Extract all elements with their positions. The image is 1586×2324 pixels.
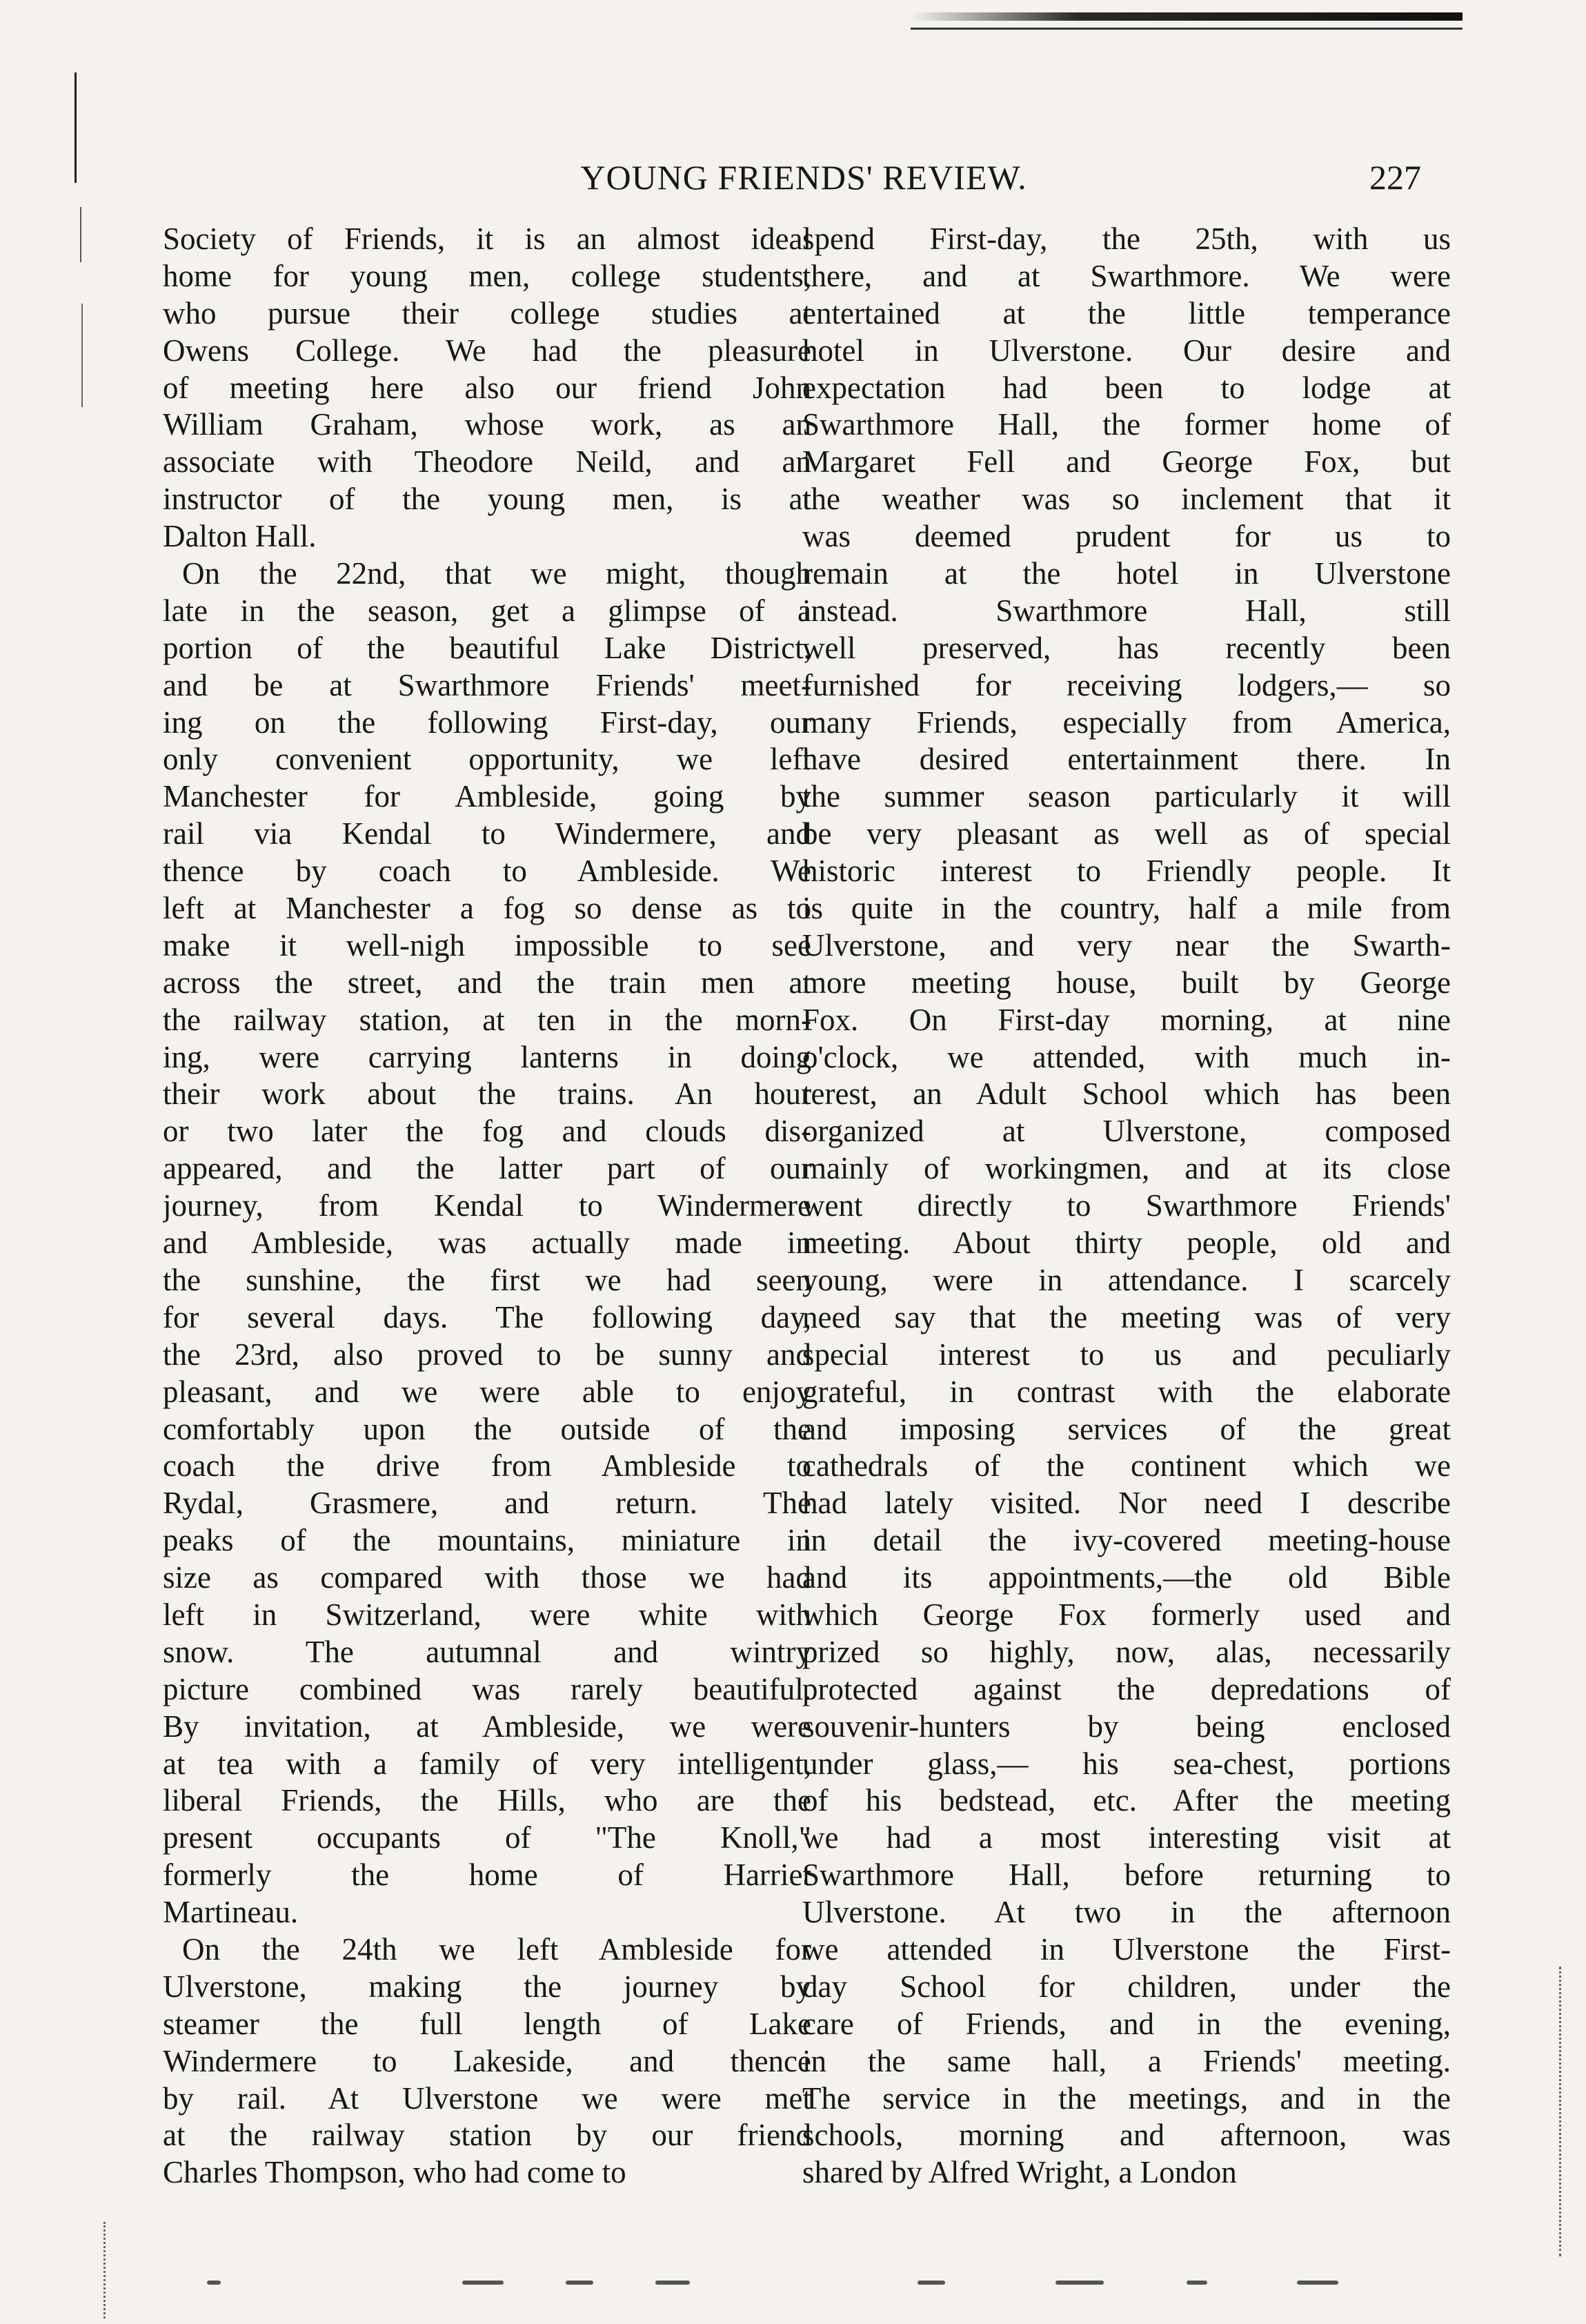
text-line: is quite in the country, half a mile from — [802, 891, 1451, 926]
text-line: present occupants of "The Knoll," — [163, 1820, 811, 1855]
text-column-right — [802, 221, 1451, 2192]
text-line: of meeting here also our friend John — [163, 370, 811, 405]
text-line: which George Fox formerly used and — [802, 1597, 1451, 1632]
text-line: left in Switzerland, were white with — [163, 1597, 811, 1632]
text-line: under glass,— his sea-chest, portions — [802, 1746, 1451, 1781]
text-line: Society of Friends, it is an almost ideal — [163, 221, 811, 256]
text-line: prized so highly, now, alas, necessarily — [802, 1634, 1451, 1669]
page-header — [0, 157, 1586, 213]
text-line: instructor of the young men, is at — [163, 482, 811, 517]
text-line: their work about the trains. An hour — [163, 1076, 811, 1112]
text-line: at the railway station by our friend — [163, 2118, 811, 2153]
text-line: cathedrals of the continent which we — [802, 1448, 1451, 1484]
text-line: in the same hall, a Friends' meeting. — [802, 2043, 1451, 2078]
text-line: portion of the beautiful Lake District, — [163, 630, 811, 665]
text-line: hotel in Ulverstone. Our desire and — [802, 333, 1451, 368]
text-line: young, were in attendance. I scarcely — [802, 1262, 1451, 1297]
text-line: the summer season particularly it will — [802, 779, 1451, 814]
text-line: or two later the fog and clouds dis- — [163, 1114, 811, 1149]
text-line: many Friends, especially from America, — [802, 705, 1451, 740]
text-line: Margaret Fell and George Fox, but — [802, 444, 1451, 480]
text-line: o'clock, we attended, with much in- — [802, 1039, 1451, 1074]
text-line: rail via Kendal to Windermere, and — [163, 816, 811, 851]
text-line: remain at the hotel in Ulverstone — [802, 556, 1451, 591]
text-line: William Graham, whose work, as an — [163, 407, 811, 442]
text-line: Dalton Hall. — [163, 519, 317, 554]
text-line: care of Friends, and in the evening, — [802, 2006, 1451, 2041]
text-line: Charles Thompson, who had come to — [163, 2155, 626, 2190]
binding-margin-mark — [80, 207, 81, 262]
text-line: special interest to us and peculiarly — [802, 1337, 1451, 1372]
text-line: The service in the meetings, and in the — [802, 2080, 1451, 2116]
text-line: By invitation, at Ambleside, we were — [163, 1708, 811, 1744]
text-line: formerly the home of Harriet — [163, 1858, 811, 1893]
footer-smudge — [207, 2281, 1449, 2294]
text-line: the sunshine, the first we had seen — [163, 1262, 811, 1297]
text-line: souvenir-hunters by being enclosed — [802, 1708, 1451, 1744]
text-line: at tea with a family of very intelligent, — [163, 1746, 811, 1781]
text-line: ing on the following First-day, our — [163, 705, 811, 740]
text-line: expectation had been to lodge at — [802, 370, 1451, 405]
text-line: historic interest to Friendly people. It — [802, 854, 1451, 889]
text-line: steamer the full length of Lake — [163, 2006, 811, 2041]
text-line: protected against the depredations of — [802, 1671, 1451, 1706]
scan-speckle-right — [1559, 1967, 1564, 2256]
text-line: more meeting house, built by George — [802, 965, 1451, 1000]
text-line: Martineau. — [163, 1895, 299, 1930]
text-line: Owens College. We had the pleasure — [163, 333, 811, 368]
text-line: terest, an Adult School which has been — [802, 1076, 1451, 1112]
text-line: went directly to Swarthmore Friends' — [802, 1188, 1451, 1223]
text-line: journey, from Kendal to Windermere — [163, 1188, 811, 1223]
text-line: Windermere to Lakeside, and thence — [163, 2043, 811, 2078]
text-line: grateful, in contrast with the elaborate — [802, 1374, 1451, 1409]
text-line: Ulverstone, and very near the Swarth- — [802, 927, 1451, 963]
text-line: who pursue their college studies at — [163, 295, 811, 331]
text-line: for several days. The following day, — [163, 1299, 811, 1335]
text-line: and be at Swarthmore Friends' meet- — [163, 667, 811, 702]
text-line: and imposing services of the great — [802, 1411, 1451, 1446]
page-number: 227 — [1369, 158, 1421, 197]
text-line: make it well-nigh impossible to see — [163, 927, 811, 963]
text-line: thence by coach to Ambleside. We — [163, 854, 811, 889]
text-line: home for young men, college students, — [163, 258, 811, 293]
text-line: coach the drive from Ambleside to — [163, 1448, 811, 1484]
text-line: On the 22nd, that we might, though — [182, 556, 811, 591]
text-line: the weather was so inclement that it — [802, 482, 1451, 517]
text-line: shared by Alfred Wright, a London — [802, 2155, 1237, 2190]
text-line: the 23rd, also proved to be sunny and — [163, 1337, 811, 1372]
text-line: across the street, and the train men at — [163, 965, 811, 1000]
text-line: well preserved, has recently been — [802, 630, 1451, 665]
text-line: snow. The autumnal and wintry — [163, 1634, 811, 1669]
text-line: of his bedstead, etc. After the meeting — [802, 1783, 1451, 1818]
text-line: peaks of the mountains, miniature in — [163, 1523, 811, 1558]
text-line: Rydal, Grasmere, and return. The — [163, 1486, 811, 1521]
text-line: in detail the ivy-covered meeting-house — [802, 1523, 1451, 1558]
text-line: mainly of workingmen, and at its close — [802, 1151, 1451, 1186]
text-line: Manchester for Ambleside, going by — [163, 779, 811, 814]
text-line: Fox. On First-day morning, at nine — [802, 1002, 1451, 1037]
text-line: meeting. About thirty people, old and — [802, 1225, 1451, 1261]
text-line: schools, morning and afternoon, was — [802, 2118, 1451, 2153]
text-line: On the 24th we left Ambleside for — [182, 1931, 811, 1967]
text-line: need say that the meeting was of very — [802, 1299, 1451, 1335]
text-line: size as compared with those we had — [163, 1560, 811, 1595]
text-line: Swarthmore Hall, the former home of — [802, 407, 1451, 442]
text-line: have desired entertainment there. In — [802, 742, 1451, 777]
binding-margin-mark — [81, 304, 83, 407]
text-line: we had a most interesting visit at — [802, 1820, 1451, 1855]
text-line: Ulverstone, making the journey by — [163, 1969, 811, 2004]
text-line: only convenient opportunity, we left — [163, 742, 811, 777]
text-line: Ulverstone. At two in the afternoon — [802, 1895, 1451, 1930]
text-line: instead. Swarthmore Hall, still — [802, 593, 1451, 628]
text-line: ing, were carrying lanterns in doing — [163, 1039, 811, 1074]
text-line: pleasant, and we were able to enjoy — [163, 1374, 811, 1409]
text-line: was deemed prudent for us to — [802, 519, 1451, 554]
text-line: furnished for receiving lodgers,— so — [802, 667, 1451, 702]
running-title: YOUNG FRIENDS' REVIEW. — [580, 158, 1027, 197]
text-line: comfortably upon the outside of the — [163, 1411, 811, 1446]
text-line: and its appointments,—the old Bible — [802, 1560, 1451, 1595]
text-line: day School for children, under the — [802, 1969, 1451, 2004]
text-line: associate with Theodore Neild, and an — [163, 444, 811, 480]
top-rule-thin — [911, 28, 1463, 30]
text-line: appeared, and the latter part of our — [163, 1151, 811, 1186]
text-line: by rail. At Ulverstone we were met — [163, 2080, 811, 2116]
text-line: there, and at Swarthmore. We were — [802, 258, 1451, 293]
scan-speckle-left — [103, 2222, 108, 2318]
text-line: late in the season, get a glimpse of a — [163, 593, 811, 628]
text-line: entertained at the little temperance — [802, 295, 1451, 331]
text-line: had lately visited. Nor need I describe — [802, 1486, 1451, 1521]
text-line: left at Manchester a fog so dense as to — [163, 891, 811, 926]
text-line: picture combined was rarely beautiful. — [163, 1671, 811, 1706]
text-column-left — [163, 221, 811, 2192]
text-line: spend First-day, the 25th, with us — [802, 221, 1451, 256]
text-line: the railway station, at ten in the morn- — [163, 1002, 811, 1037]
text-line: organized at Ulverstone, composed — [802, 1114, 1451, 1149]
text-line: Swarthmore Hall, before returning to — [802, 1858, 1451, 1893]
text-line: and Ambleside, was actually made in — [163, 1225, 811, 1261]
top-rule — [911, 12, 1463, 21]
text-line: we attended in Ulverstone the First- — [802, 1931, 1451, 1967]
text-line: be very pleasant as well as of special — [802, 816, 1451, 851]
text-line: liberal Friends, the Hills, who are the — [163, 1783, 811, 1818]
